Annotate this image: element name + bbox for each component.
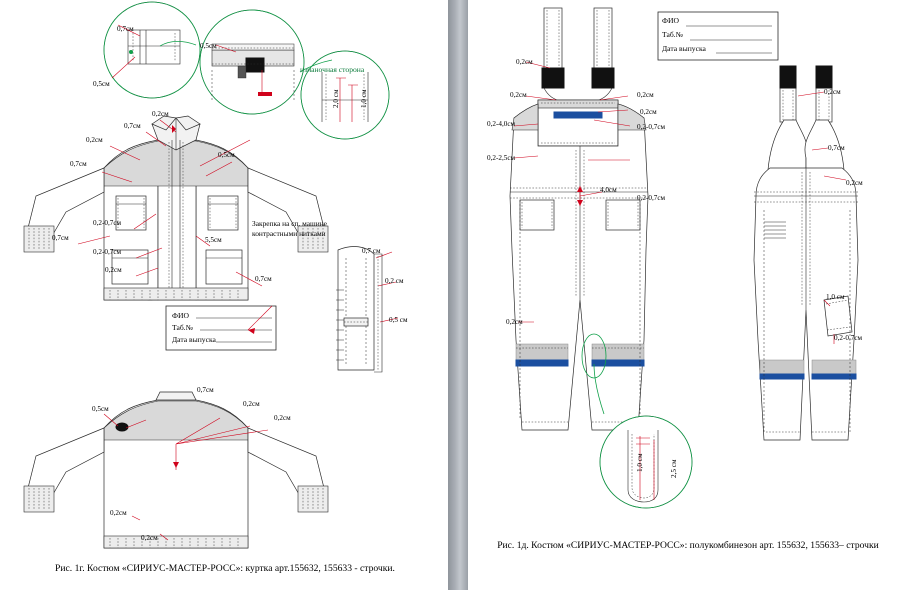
r-callout-5: 0,2см (640, 108, 657, 116)
tag-tab-label: Таб.№ (172, 323, 193, 332)
callout-14: 0,2см (105, 266, 122, 274)
r-callout-4: 0,2-4,0см (487, 120, 516, 128)
r-callout-12: 0,2см (506, 318, 523, 326)
callout-15: 0,7см (255, 275, 272, 283)
reverse-side-label: изнаночная сторона (300, 65, 365, 74)
right-sheet (468, 0, 900, 590)
note-line-2: контрастными нитками (252, 229, 326, 238)
callout-18: 0,5 см (389, 316, 408, 324)
callout-10: 0,2-0,7см (93, 219, 122, 227)
r-tag-date-label: Дата выпуска (662, 44, 706, 53)
callout-16: 0,7 см (362, 247, 381, 255)
callout-4: 1,0 см (360, 89, 368, 108)
callout-13: 0,2-0,7см (93, 248, 122, 256)
callout-6: 0,7см (124, 122, 141, 130)
callout-1: 0,5см (93, 80, 110, 88)
r-callout-8: 0,2-2,5см (487, 154, 516, 162)
page-gutter (448, 0, 468, 590)
r-callout-6: 0,2-0,7см (637, 123, 666, 131)
r-callout-0: 0,2см (516, 58, 533, 66)
callout-23: 0,2см (110, 509, 127, 517)
tag-fio-label: ФИО (172, 311, 189, 320)
r-callout-13: 1,0 см (826, 293, 845, 301)
callout-8: 0,5см (218, 151, 235, 159)
left-technical-drawing (0, 0, 448, 590)
r-callout-11: 0,2-0,7см (637, 194, 666, 202)
r-tag-fio-label: ФИО (662, 16, 679, 25)
r-callout-3: 0,2см (637, 91, 654, 99)
r-tag-tab-label: Таб.№ (662, 30, 683, 39)
callout-12: 5,5см (205, 236, 222, 244)
callout-5: 0,2см (152, 110, 169, 118)
note-line-1: Закрепка на сп. машине (252, 219, 327, 228)
r-callout-14: 0,2-0,7см (834, 334, 863, 342)
right-figure-caption: Рис. 1д. Костюм «СИРИУС-МАСТЕР-РОСС»: полукомбинезон арт. 155632, 155633– строчки (497, 540, 879, 551)
callout-9: 0,7см (70, 160, 87, 168)
callout-11: 0,7см (52, 234, 69, 242)
tag-date-label: Дата выпуска (172, 335, 216, 344)
callout-19: 0,7см (197, 386, 214, 394)
callout-3: 2,0 см (332, 89, 340, 108)
r-callout-10: 4,0см (600, 186, 617, 194)
r-callout-2: 0,2см (510, 91, 527, 99)
left-sheet (0, 0, 448, 590)
r-callout-1: 0,2см (824, 88, 841, 96)
callout-21: 0,2см (243, 400, 260, 408)
callout-7: 0,2см (86, 136, 103, 144)
callout-24: 0,2см (141, 534, 158, 542)
callout-22: 0,2см (274, 414, 291, 422)
left-figure-caption: Рис. 1г. Костюм «СИРИУС-МАСТЕР-РОСС»: куртка арт.155632, 155633 - строчки. (55, 563, 395, 574)
r-callout-7: 0,7см (828, 144, 845, 152)
r-callout-9: 0,2см (846, 179, 863, 187)
callout-20: 0,5см (92, 405, 109, 413)
callout-2: 0,5см (200, 42, 217, 50)
r-callout-16: 2,5 см (670, 459, 678, 478)
callout-0: 0,7см (117, 25, 134, 33)
r-callout-15: 1,0 см (636, 453, 644, 472)
callout-17: 0,2 см (385, 277, 404, 285)
